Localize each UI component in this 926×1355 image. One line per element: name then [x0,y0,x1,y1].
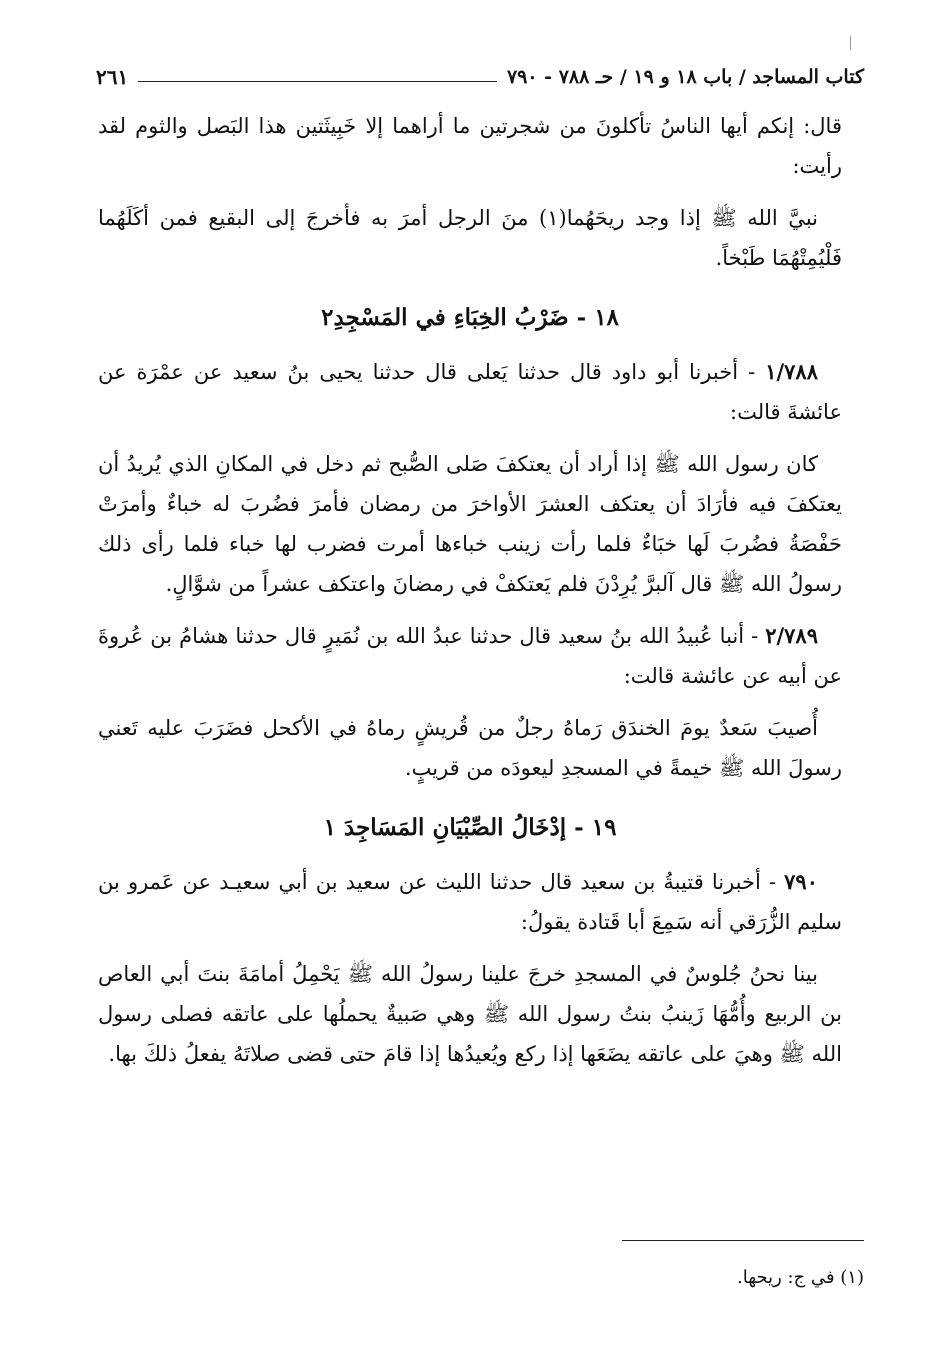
page-number: ٢٦١ [96,65,129,89]
hadith-790-isnad [98,862,842,942]
hadith-number: ٢/٧٨٩ [765,623,818,648]
page-body [98,106,842,1074]
margin-tick-mark [850,36,851,50]
paragraph-narration: نبيَّ الله ﷺ إذا وجد ريحَهُما(١) منَ الرجل أمرَ به فأخرجَ إلى البقيع فمن أكَلَهُما فَلْيُمِتْهُمَا طَبْخاً. [98,206,842,270]
footnote-rule [622,1240,864,1241]
hadith-788-isnad [98,352,842,432]
header-rule [138,81,497,82]
page-header [96,62,864,92]
hadith-790-matn: بينا نحنُ جُلوسٌ في المسجدِ خرجَ علينا رسولُ الله ﷺ يَحْمِلُ أمامَةَ بنتَ أبي العاص بن الربيع وأُمُّهَا زَينبُ بنتُ رسول الله ﷺ وهي صَبيةٌ يحملُها على عاتقه فصلى رسول الله ﷺ وهيَ على عاتقه يضَعَها إذا ركع ويُعيدُها إذا قامَ حتى قضى صلاتَهُ يفعلُ ذلكَ بها. [98,962,842,1066]
paragraph-continuation: قال: إنكم أيها الناسُ تأكلونَ من شجرتين ما أراهما إلا خَبِيثَتين هذا البَصل والثوم لقد رأيت: [98,114,842,178]
chapter-heading-19: ١٩ - إدْخَالُ الصِّبْيَانِ المَسَاجِدَ ١ [323,814,617,841]
hadith-789-isnad [98,616,842,696]
hadith-789-matn: أُصيبَ سَعدٌ يومَ الخندَق رَماهُ رجلٌ من قُريشٍ رماهُ في الأكحل فضَرَبَ عليه تَعني رسولَ الله ﷺ خيمةً في المسجدِ ليعودَه من قريبٍ. [98,716,842,780]
isnad-text: - أخبرنا قتيبةُ بن سعيد قال حدثنا الليث عن سعيد بن أبي سعيـد عن عَمرو بن سليم الزُّرَقي أنه سَمِعَ أبا قَتادة يقولُ: [98,870,842,934]
isnad-text: - أنبا عُبيدُ الله بنُ سعيد قال حدثنا عبدُ الله بن نُمَيرٍ قال حدثنا هشامُ بن عُروةَ عن أبيه عن عائشة قالت: [98,624,842,688]
isnad-text: - أخبرنا أبو داود قال حدثنا يَعلى قال حدثنا يحيى بنُ سعيد عن عمْرَة عن عائشةَ قالت: [98,360,842,424]
chapter-heading-18: ١٨ - ضَرْبُ الخِبَاءِ في المَسْجِدِ٢ [321,304,619,331]
hadith-788-matn: كان رسول الله ﷺ إذا أراد أن يعتكفَ صَلى الصُّبح ثم دخل في المكانِ الذي يُريدُ أن يعتكفَ فيه فأرَادَ أن يعتكف العشرَ الأواخرَ من رمضان فأمرَ فضُربَ له خباءٌ وأمرَتْ حَفْصَةُ فضُربَ لَها خبَاءٌ فلما رأت زينب خباءها أمرت فضرب لها خباء فلما رأى ذلك رسولُ الله ﷺ قال آلبرَّ يُرِدْنَ فلم يَعتكفْ في رمضانَ واعتكف عشراً من شوَّالٍ. [98,452,842,596]
footnote: (١) في ج: ريحها. [736,1267,864,1288]
hadith-number: ١/٧٨٨ [765,359,818,384]
running-title: كتاب المساجد / باب ١٨ و ١٩ / حـ ٧٨٨ - ٧٩٠ [506,66,864,88]
hadith-number: ٧٩٠ [784,869,818,894]
